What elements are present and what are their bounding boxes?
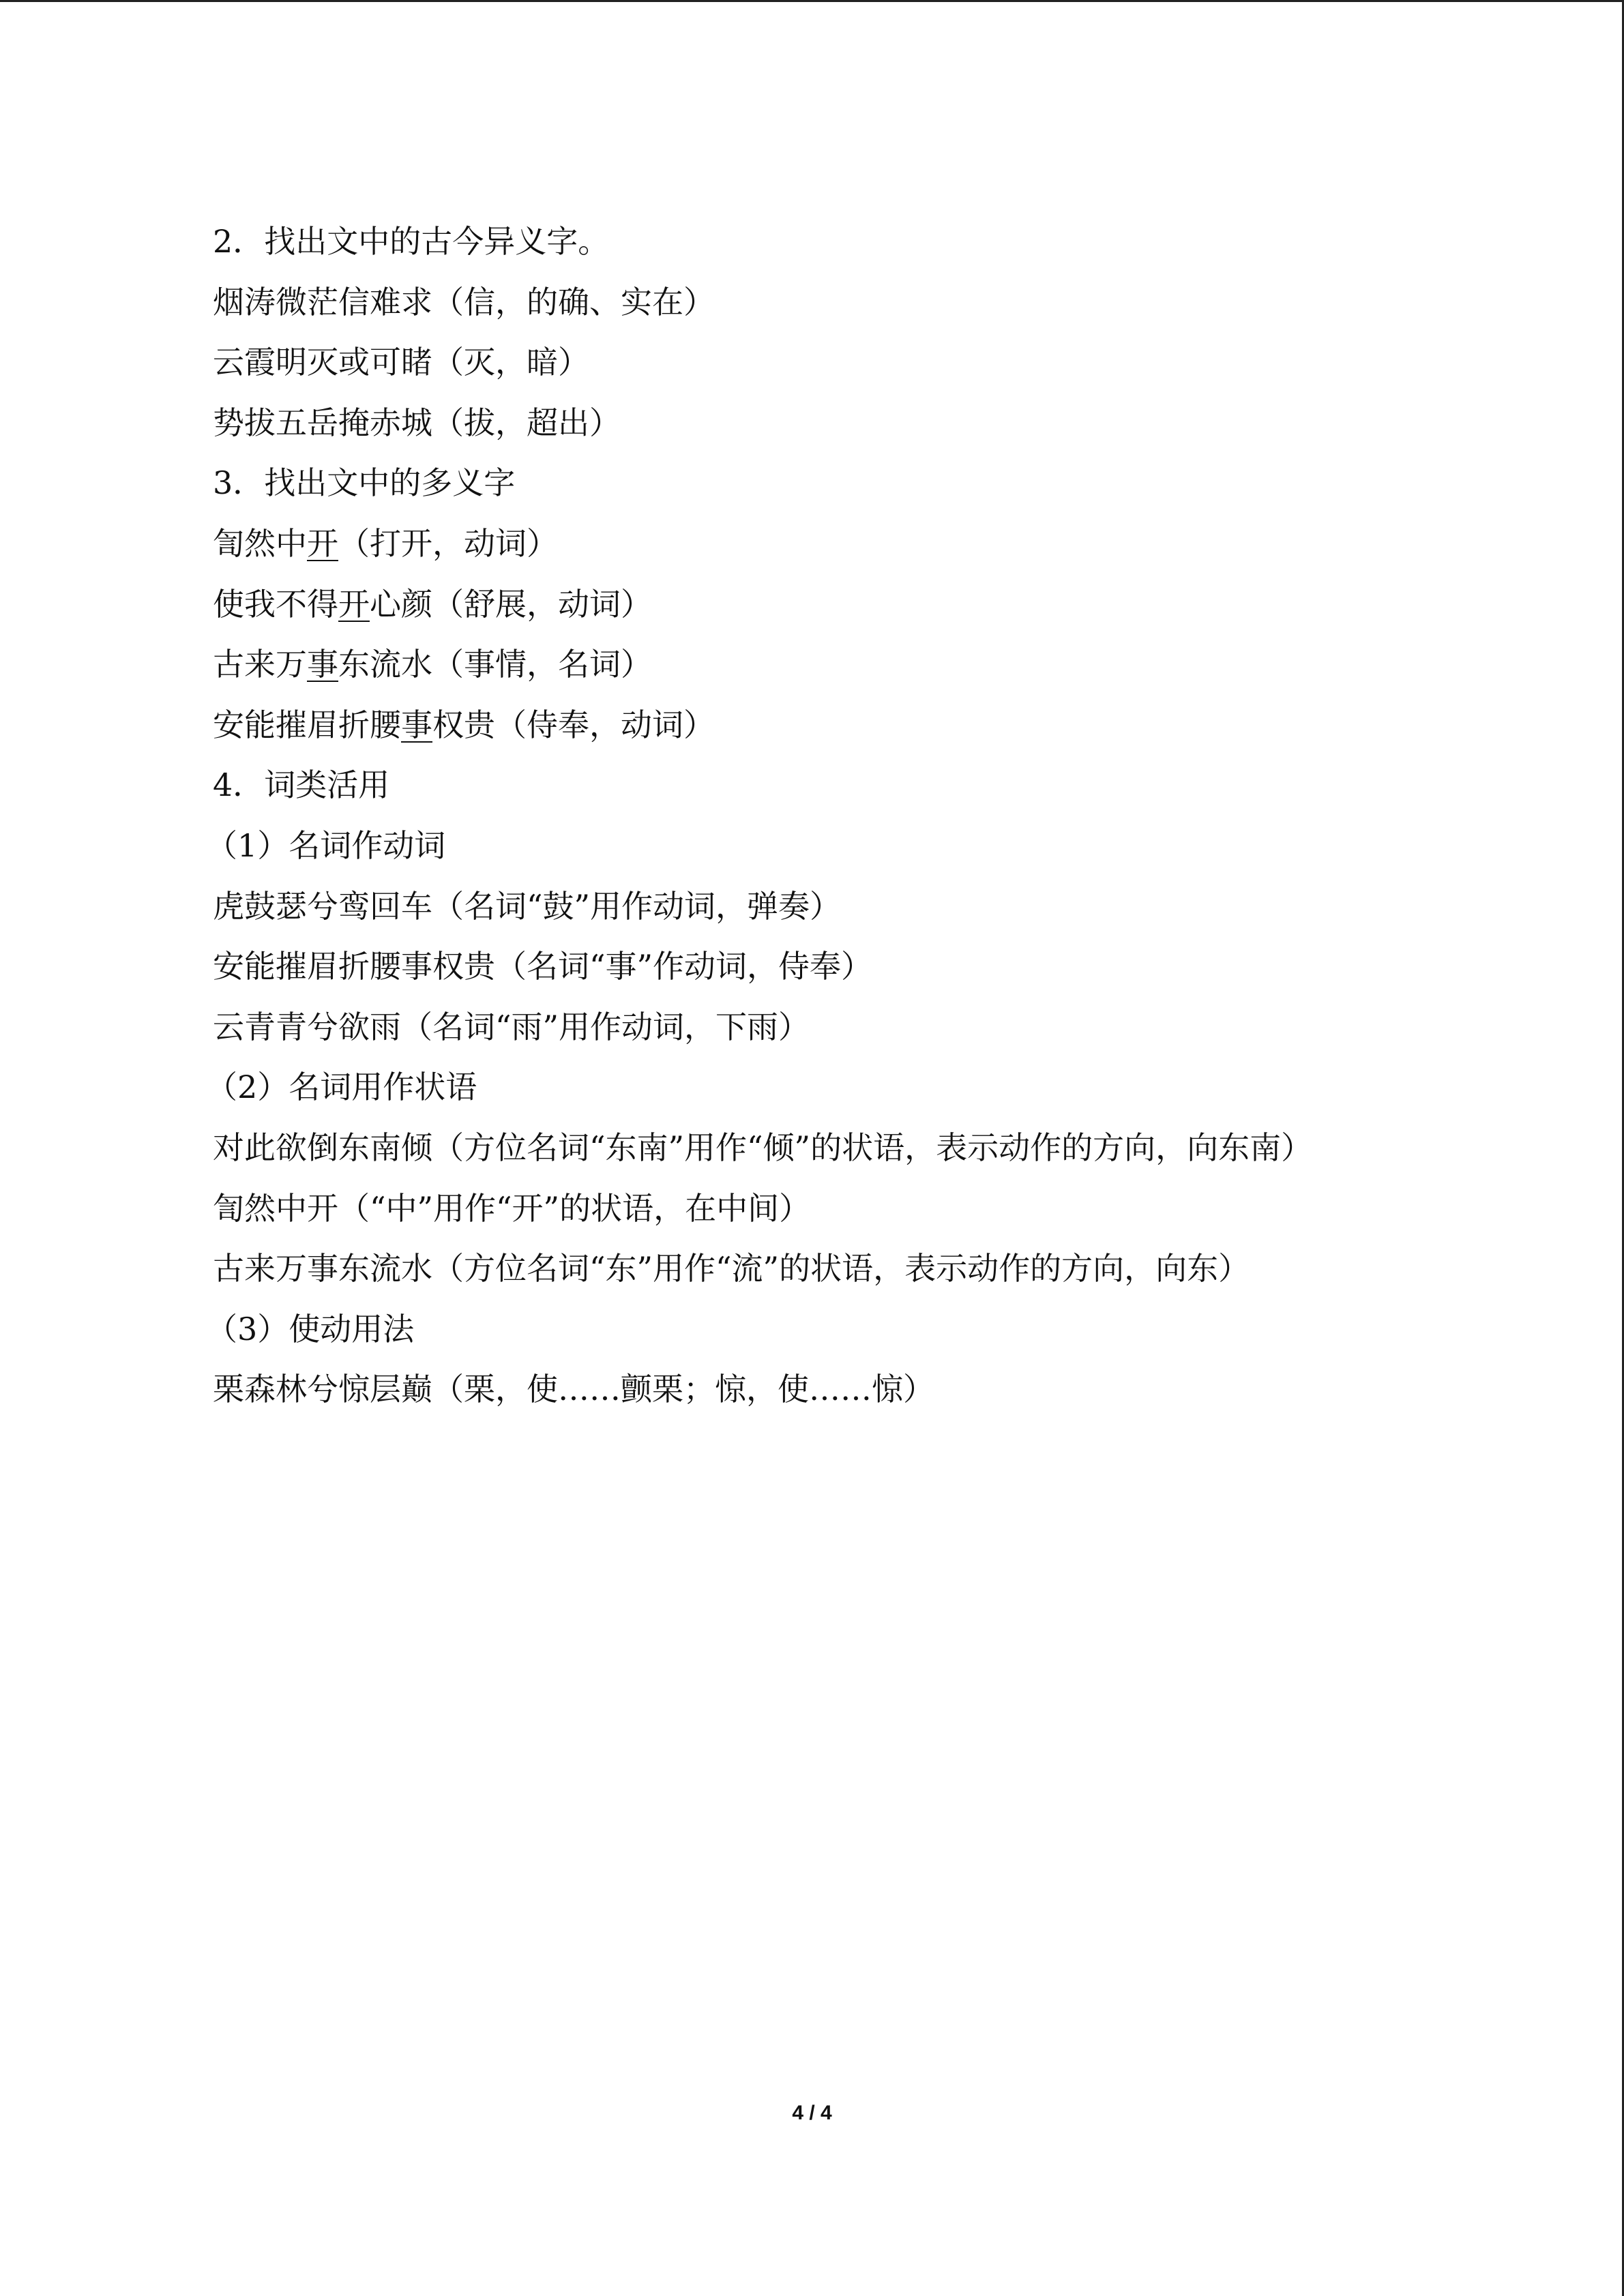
document-body: [206, 211, 1509, 1420]
underlined-character: 开: [307, 524, 338, 562]
text-segment: 云青青兮欲雨（名词“雨”用作动词，下雨）: [213, 1008, 810, 1045]
underlined-character: 开: [338, 585, 370, 623]
text-segment: 云霞明灭或可睹（灭，暗）: [213, 344, 589, 381]
text-segment: 心颜（舒展，动词）: [370, 585, 652, 623]
text-segment: 东流水（事情，名词）: [338, 646, 652, 683]
text-segment: 势拔五岳掩赤城（拔，超出）: [213, 404, 621, 441]
text-segment: 安能摧眉折腰: [213, 706, 401, 743]
text-line: [213, 272, 1509, 333]
text-segment: 3．找出文中的多义字: [213, 464, 516, 502]
text-segment: 权贵（侍奉，动词）: [432, 706, 715, 743]
text-segment: 4．词类活用: [213, 766, 390, 804]
text-line: [213, 513, 1509, 574]
text-line: [213, 211, 1509, 272]
page-number: 4 / 4: [792, 2102, 832, 2124]
text-segment: 訇然中: [213, 524, 307, 562]
text-segment: 2．找出文中的古今异义字。: [213, 223, 610, 260]
text-segment: （3）使动用法: [206, 1310, 415, 1347]
text-line: [213, 876, 1509, 937]
text-line: [213, 1178, 1509, 1239]
text-segment: （1）名词作动词: [206, 826, 446, 864]
text-line: [213, 1118, 1509, 1178]
text-segment: 古来万: [213, 646, 307, 683]
text-segment: 烟涛微茫信难求（信，的确、实在）: [213, 283, 715, 320]
text-segment: 安能摧眉折腰事权贵（名词“事”作动词，侍奉）: [213, 948, 873, 985]
text-segment: 訇然中开（“中”用作“开”的状语，在中间）: [213, 1189, 811, 1227]
text-line: [213, 936, 1509, 997]
text-segment: 古来万事东流水（方位名词“东”用作“流”的状语，表示动作的方向，向东）: [213, 1250, 1250, 1287]
text-line: [213, 574, 1509, 635]
text-segment: （打开，动词）: [338, 524, 558, 562]
text-segment: 使我不得: [213, 585, 338, 623]
text-segment: 虎鼓瑟兮鸾回车（名词“鼓”用作动词，弹奏）: [213, 887, 842, 925]
text-segment: （2）名词用作状语: [206, 1069, 477, 1106]
text-line: [213, 1238, 1509, 1299]
text-line: [213, 393, 1509, 453]
subsection-heading: [206, 1299, 1509, 1360]
text-line: [213, 634, 1509, 695]
text-line: [213, 332, 1509, 393]
subsection-heading: [206, 1057, 1509, 1118]
text-line: [213, 453, 1509, 513]
text-line: [213, 1359, 1509, 1420]
underlined-character: 事: [401, 706, 432, 743]
underlined-character: 事: [307, 646, 338, 683]
text-line: [213, 997, 1509, 1058]
text-segment: 栗森林兮惊层巅（栗，使……颤栗；惊，使……惊）: [213, 1371, 934, 1408]
subsection-heading: [206, 816, 1509, 876]
text-line: [213, 695, 1509, 756]
text-segment: 对此欲倒东南倾（方位名词“东南”用作“倾”的状语，表示动作的方向，向东南）: [213, 1129, 1313, 1166]
text-line: [213, 755, 1509, 816]
